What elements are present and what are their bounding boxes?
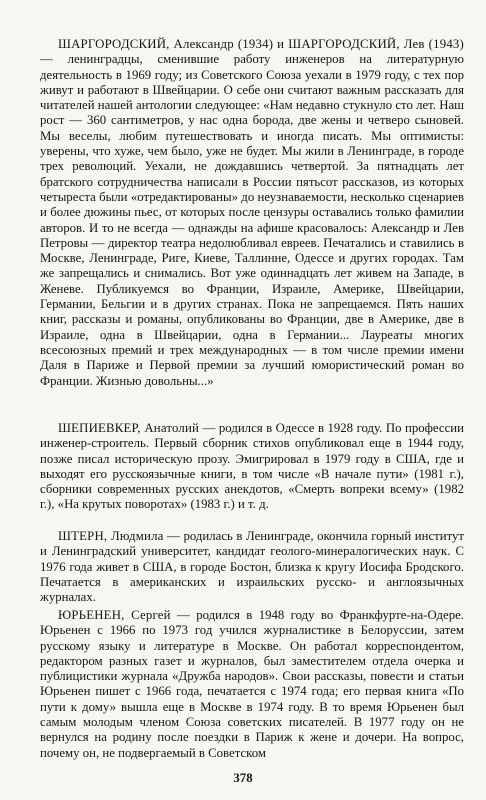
- entry-text: — родился в 1948 году во Франкфурте-на-Одере. Юрьенен с 1966 по 1973 год учился журналистике в Белоруссии, затем русскому языку и литературе в Москве. Он работал корреспондентом, редактором разных газет и журналов, был заместителем отдела очерка и публицистики журнала «Дружба народов». Свои рассказы, повести и статьи Юрьенен пишет с 1966 года, печатается с 1974 года; его первая книга «По пути к дому» вышла еще в Москве в 1974 году. В то время Юрьенен был самым молодым членом Союза советских писателей. В 1977 году он не вернулся на родину после поездки в Париж к жене и дочери. На вопрос, почему он, не подвергаемый в Советском: [40, 608, 464, 760]
- entry-shargorodsky: [40, 37, 464, 389]
- entry-text: — родился в Одессе в 1928 году. По профессии инженер-строитель. Первый сборник стихов опубликовал еще в 1944 году, позже писал историческую прозу. Эмигрировал в 1979 году в США, где и выходят его русскоязычные книги, в том числе «В начале пути» (1981 г.), сборники современных русских анекдотов, «Смерть вопреки всему» (1982 г.), «На крутых поворотах» (1983 г.) и т. д.: [40, 421, 464, 512]
- entry-name: ШАРГОРОДСКИЙ, Александр (1934) и ШАРГОРОДСКИЙ, Лев (1943): [58, 37, 464, 51]
- entry-yurenen: [40, 608, 464, 761]
- entry-shtern: [40, 529, 464, 605]
- entry-text: — родилась в Ленинграде, окончила горный институт и Ленинградский университет, кандидат геолого-минералогических наук. С 1976 года живет в США, в городе Бостон, близка к кругу Иосифа Бродского. Печатается в американских и израильских русско- и англоязычных журналах.: [40, 529, 465, 605]
- entry-shepievker: [40, 421, 464, 513]
- entry-text: — ленинградцы, сменившие работу инженеров на литературную деятельность в 1969 году; из Советского Союза уехали в 1979 году, с тех пор живут и работают в Швейцарии. О себе они считают важным рассказать для читателей нашей антологии следующее: «Нам недавно стукнуло сто лет. Наш рост — 360 сантиметров, у нас одна борода, две жены и четверо сыновей. Мы веселы, любим путешествовать и иногда писать. Мы оптимисты: уверены, что хуже, чем было, уже не будет. Мы жили в Ленинграде, в городе трех революций. Уехали, не дождавшись четвертой. За пятнадцать лет братского сотрудничества написали в России пятьсот рассказов, из которых четыреста были «отредактированы» до неузнаваемости, несколько сценариев и более дюжины пьес, от которых после цензуры оставались только фамилии авторов. И то не всегда — однажды на афише красовалось: Александр и Лев Петровы — директор театра недолюбливал евреев. Печатались и ставились в Москве, Ленинграде, Риге, Киеве, Таллинне, Одессе и других городах. Там же запрещались и снимались. Вот уже одиннадцать лет живем на Западе, в Женеве. Публикуемся во Франции, Израиле, Америке, Швейцарии, Германии, Бельгии и в других странах. Пока не запрещаемся. Пять наших книг, рассказы и романы, опубликованы во Франции, две в Америке, две в Израиле, одна в Швейцарии, одна в Германии... Лауреаты многих всесоюзных премий и трех международных — в том числе премии имени Даля в Париже и Первой премии за лучший юмористический роман во Франции. Жизнью довольны...»: [40, 52, 464, 388]
- entry-name: ЮРЬЕНЕН, Сергей: [58, 608, 171, 622]
- entry-paragraph: [40, 529, 464, 605]
- entry-paragraph: [40, 421, 464, 513]
- page-number: 378: [233, 771, 253, 785]
- entry-name: ШТЕРН, Людмила: [58, 529, 164, 543]
- entry-name: ШЕПИЕВКЕР, Анатолий: [58, 421, 200, 435]
- entry-paragraph: [40, 37, 464, 389]
- entry-paragraph: [40, 608, 464, 761]
